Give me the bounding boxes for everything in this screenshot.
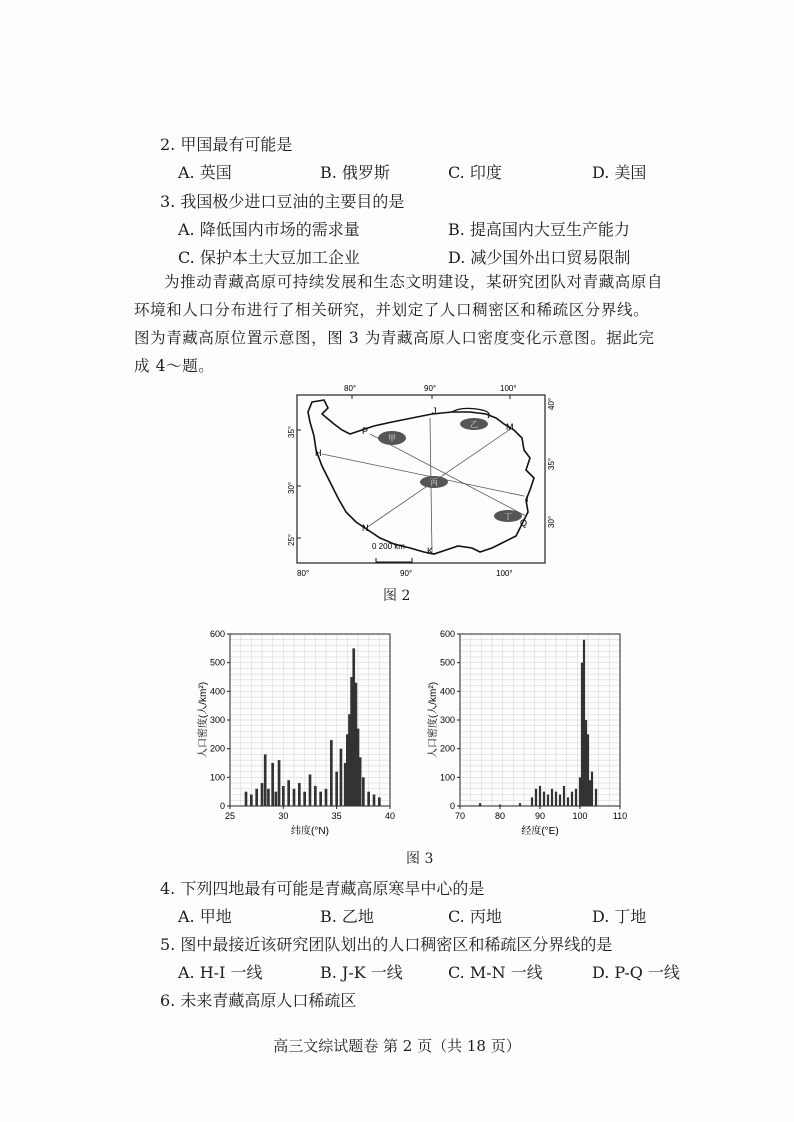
density-bar: [359, 757, 362, 806]
map-frame: [297, 395, 545, 563]
density-bar: [539, 786, 541, 806]
y-tick-label: 0: [449, 801, 455, 811]
lat-right-30: 30°: [547, 515, 556, 528]
density-bar: [325, 789, 328, 806]
lat-right-35: 35°: [547, 457, 556, 470]
lon-bottom-90: 90°: [400, 569, 413, 578]
q2-option-c[interactable]: C. 印度: [448, 163, 502, 182]
y-tick-label: 400: [439, 686, 455, 697]
lon-top-100: 100°: [500, 384, 517, 393]
density-bar: [583, 640, 585, 806]
question-3-stem: 3. 我国极少进口豆油的主要目的是: [160, 192, 405, 211]
density-bar: [287, 780, 290, 806]
y-tick-label: 600: [209, 629, 225, 639]
density-bar: [499, 805, 501, 806]
density-bar: [271, 763, 274, 806]
density-bar: [245, 792, 248, 806]
passage-text: 为推动青藏高原可持续发展和生态文明建设，某研究团队对青藏高原自环境和人口分布进行了相关研究，并划定了人口稠密区和稀疏区分界线。图为青藏高原位置示意图，图 3 为青藏高原人口密度变化示意图。据此完成 4～题。: [134, 273, 664, 375]
lon-bottom-80: 80°: [297, 569, 310, 578]
point-m: M: [506, 422, 514, 432]
x-tick-label: 70: [454, 811, 466, 821]
page-footer: 高三文综试题卷 第 2 页（共 18 页）: [273, 1037, 521, 1055]
figure-3-caption: 图 3: [406, 851, 434, 867]
density-bar: [571, 792, 573, 806]
x-tick-label: 35: [331, 811, 342, 821]
y-tick-label: 600: [439, 629, 455, 639]
density-bar: [378, 797, 381, 806]
region-label-ding: 丁: [504, 512, 512, 521]
q4-option-c[interactable]: C. 丙地: [448, 907, 502, 926]
density-bar: [579, 777, 581, 806]
lat-left-30: 30°: [287, 481, 296, 494]
density-bar: [551, 789, 553, 806]
density-bar: [261, 783, 264, 806]
density-bar: [362, 777, 365, 806]
density-bar: [587, 734, 589, 806]
q5-option-b[interactable]: B. J-K 一线: [320, 963, 403, 982]
tibet-plateau-location-map: [282, 378, 562, 586]
y-tick-label: 300: [439, 715, 455, 725]
x-tick-label: 30: [278, 811, 289, 821]
x-tick-label: 110: [612, 811, 628, 821]
q3-option-c[interactable]: C. 保护本土大豆加工企业: [178, 248, 360, 267]
density-bar: [591, 772, 593, 806]
y-tick-label: 300: [209, 715, 225, 725]
scale-bar: [372, 542, 412, 562]
x-tick-label: 80: [494, 811, 506, 821]
q2-option-a[interactable]: A. 英国: [178, 163, 232, 182]
q3-option-d[interactable]: D. 减少国外出口贸易限制: [448, 248, 631, 267]
density-bar: [367, 792, 370, 806]
y-tick-label: 500: [209, 657, 225, 668]
density-bar: [519, 803, 521, 806]
y-axis-label: 人口密度(人/km²): [198, 681, 209, 759]
q4-option-b[interactable]: B. 乙地: [320, 907, 374, 926]
density-bar: [595, 789, 597, 806]
y-tick-label: 100: [439, 772, 455, 783]
density-bar: [535, 789, 537, 806]
longitude-density-chart: [422, 628, 632, 840]
density-bar: [335, 772, 338, 806]
density-bar: [267, 789, 270, 806]
q5-option-c[interactable]: C. M-N 一线: [448, 963, 543, 982]
question-4-stem: 4. 下列四地最有可能是青藏高原寒旱中心的是: [160, 879, 485, 898]
region-label-yi: 乙: [470, 420, 478, 429]
density-bar: [559, 795, 561, 806]
density-bar: [264, 754, 267, 806]
latitude-density-chart: [192, 628, 402, 840]
density-bar: [585, 720, 587, 806]
lon-bottom-100: 100°: [496, 569, 513, 578]
density-bar: [575, 789, 577, 806]
density-bar: [373, 795, 376, 806]
density-bar: [278, 760, 281, 806]
density-bar: [255, 789, 258, 806]
y-tick-label: 200: [439, 743, 455, 754]
density-bar: [250, 795, 253, 806]
x-axis-label: 经度(°E): [521, 826, 559, 837]
x-tick-label: 100: [572, 811, 588, 821]
density-bar: [293, 789, 296, 806]
point-n: N: [362, 523, 369, 533]
point-q: Q: [520, 518, 528, 528]
point-j: J: [432, 406, 437, 416]
question-6-stem: 6. 未来青藏高原人口稀疏区: [160, 991, 357, 1010]
density-bar: [275, 792, 278, 806]
question-5-stem: 5. 图中最接近该研究团队划出的人口稠密区和稀疏区分界线的是: [160, 935, 613, 954]
y-axis-label: 人口密度(人/km²): [428, 681, 439, 759]
density-bar: [543, 792, 545, 806]
q5-option-d[interactable]: D. P-Q 一线: [592, 963, 680, 982]
figure-2-caption: 图 2: [383, 588, 411, 604]
region-label-jia: 甲: [388, 434, 396, 443]
q2-option-d[interactable]: D. 美国: [592, 163, 647, 182]
lat-right-40: 40°: [547, 397, 556, 410]
y-tick-label: 200: [209, 743, 225, 754]
region-label-bing: 丙: [430, 478, 438, 487]
lat-left-25: 25°: [287, 533, 296, 546]
density-bar: [531, 797, 533, 806]
q5-option-a[interactable]: A. H-I 一线: [178, 963, 263, 982]
point-h: H: [315, 448, 322, 458]
density-bar: [340, 749, 343, 806]
plateau-outline: [308, 400, 534, 554]
density-bar: [581, 663, 583, 806]
density-bar: [303, 792, 306, 806]
y-tick-label: 400: [209, 686, 225, 697]
y-tick-label: 500: [439, 657, 455, 668]
point-p: P: [362, 426, 369, 436]
x-tick-label: 90: [534, 811, 546, 821]
svg-text:0 200 km: 0 200 km: [372, 542, 405, 551]
y-tick-label: 0: [219, 801, 225, 811]
x-tick-label: 25: [224, 811, 236, 821]
q4-option-a[interactable]: A. 甲地: [178, 907, 232, 926]
x-axis-label: 纬度(°N): [291, 826, 329, 837]
y-tick-label: 100: [209, 772, 225, 783]
density-bar: [330, 740, 333, 806]
point-k: K: [427, 546, 434, 556]
q3-option-a[interactable]: A. 降低国内市场的需求量: [178, 220, 360, 239]
density-bar: [298, 783, 301, 806]
lon-top-90: 90°: [424, 384, 437, 393]
lat-left-35: 35°: [287, 425, 296, 438]
question-2-stem: 2. 甲国最有可能是: [160, 135, 293, 154]
density-bar: [563, 786, 565, 806]
density-bar: [567, 797, 569, 806]
density-bar: [547, 795, 549, 806]
density-bar: [555, 792, 557, 806]
lon-top-80: 80°: [344, 384, 357, 393]
q4-option-d[interactable]: D. 丁地: [592, 907, 647, 926]
density-bar: [589, 780, 591, 806]
density-bar: [479, 803, 481, 806]
density-bar: [319, 792, 322, 806]
density-bar: [282, 786, 285, 806]
density-bar: [309, 774, 312, 806]
density-bar: [314, 786, 317, 806]
q2-option-b[interactable]: B. 俄罗斯: [320, 163, 390, 182]
x-tick-label: 40: [384, 811, 396, 821]
q3-option-b[interactable]: B. 提高国内大豆生产能力: [448, 220, 630, 239]
point-i: I: [526, 494, 529, 504]
